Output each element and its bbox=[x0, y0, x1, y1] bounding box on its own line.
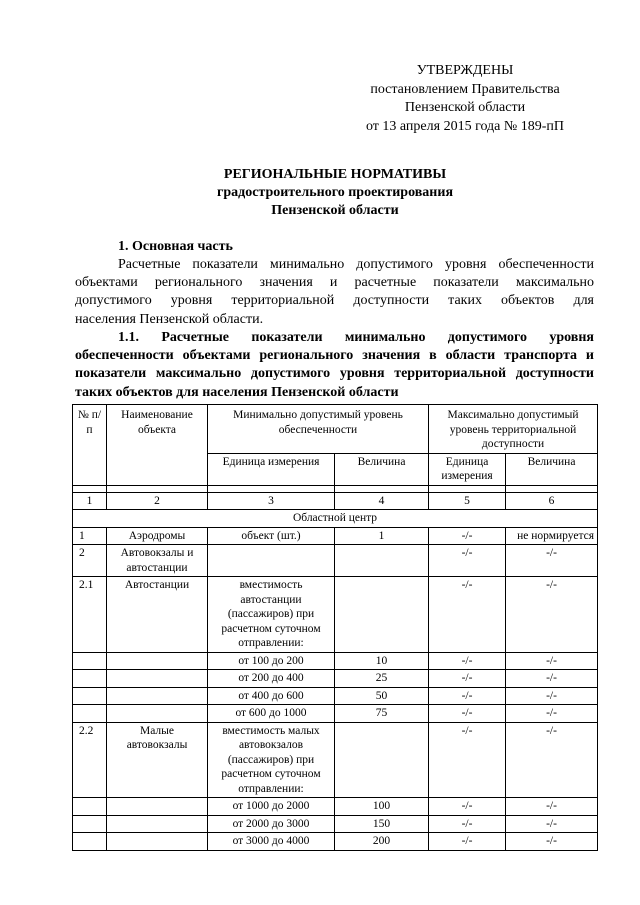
paragraph-line: населения Пензенской области. bbox=[75, 311, 264, 327]
column-number: 4 bbox=[335, 492, 429, 510]
row-max-unit: -/- bbox=[429, 705, 506, 723]
row-value: 10 bbox=[335, 652, 429, 670]
row-unit: объект (шт.) bbox=[208, 527, 335, 545]
row-max-unit: -/- bbox=[429, 577, 506, 653]
column-number-row bbox=[73, 492, 598, 510]
paragraph-line: допустимого уровня территориальной доступности таких объектов для bbox=[75, 293, 594, 309]
row-max-value: -/- bbox=[506, 687, 598, 705]
row-num bbox=[73, 705, 107, 723]
row-max-unit: -/- bbox=[429, 545, 506, 577]
row-value: 25 bbox=[335, 670, 429, 688]
row-max-value: -/- bbox=[506, 652, 598, 670]
header-min-group: Минимально допустимый уровень обеспеченности bbox=[208, 405, 429, 454]
row-max-value: -/- bbox=[506, 670, 598, 688]
row-unit: от 1000 до 2000 bbox=[208, 798, 335, 816]
section1-paragraph bbox=[75, 256, 594, 329]
row-name: Автостанции bbox=[107, 577, 208, 653]
row-max-value: -/- bbox=[506, 815, 598, 833]
subsection-line: обеспеченности объектами регионального значения в области транспорта и bbox=[75, 348, 594, 364]
table-row bbox=[73, 545, 598, 577]
row-max-unit: -/- bbox=[429, 527, 506, 545]
row-max-value: не нормируется bbox=[506, 527, 598, 545]
row-max-unit: -/- bbox=[429, 833, 506, 851]
row-max-unit: -/- bbox=[429, 670, 506, 688]
header-min-value: Величина bbox=[335, 453, 429, 485]
section-label: Областной центр bbox=[73, 510, 598, 528]
row-unit: от 3000 до 4000 bbox=[208, 833, 335, 851]
table-row bbox=[73, 833, 598, 851]
row-unit: вместимость малых автовокзалов (пассажиров) при расчетном суточном отправлении: bbox=[208, 722, 335, 798]
table-row bbox=[73, 670, 598, 688]
subsection-line: показатели максимально допустимого уровня территориальной доступности bbox=[75, 366, 594, 382]
row-name bbox=[107, 705, 208, 723]
table-row bbox=[73, 815, 598, 833]
row-value: 100 bbox=[335, 798, 429, 816]
norms-table bbox=[72, 404, 598, 851]
table-row bbox=[73, 687, 598, 705]
row-max-unit: -/- bbox=[429, 815, 506, 833]
row-name: Автовокзалы и автостанции bbox=[107, 545, 208, 577]
section-row bbox=[73, 510, 598, 528]
column-number: 1 bbox=[73, 492, 107, 510]
approval-heading: УТВЕРЖДЕНЫ bbox=[416, 63, 514, 78]
row-value bbox=[335, 577, 429, 653]
row-unit: от 100 до 200 bbox=[208, 652, 335, 670]
row-unit: вместимость автостанции (пассажиров) при расчетном суточном отправлении: bbox=[208, 577, 335, 653]
row-value: 150 bbox=[335, 815, 429, 833]
document-title bbox=[60, 166, 610, 220]
title-line: РЕГИОНАЛЬНЫЕ НОРМАТИВЫ bbox=[223, 167, 447, 182]
row-value bbox=[335, 722, 429, 798]
row-value: 200 bbox=[335, 833, 429, 851]
row-num: 2.2 bbox=[73, 722, 107, 798]
row-name bbox=[107, 670, 208, 688]
row-unit: от 600 до 1000 bbox=[208, 705, 335, 723]
row-name bbox=[107, 687, 208, 705]
row-value bbox=[335, 545, 429, 577]
row-name bbox=[107, 652, 208, 670]
approval-line: постановлением Правительства bbox=[370, 81, 560, 97]
row-max-value: -/- bbox=[506, 577, 598, 653]
row-value: 1 bbox=[335, 527, 429, 545]
row-max-value: -/- bbox=[506, 833, 598, 851]
table-row bbox=[73, 577, 598, 653]
row-unit: от 200 до 400 bbox=[208, 670, 335, 688]
row-num: 2.1 bbox=[73, 577, 107, 653]
row-value: 50 bbox=[335, 687, 429, 705]
row-unit bbox=[208, 545, 335, 577]
row-num: 1 bbox=[73, 527, 107, 545]
row-max-unit: -/- bbox=[429, 722, 506, 798]
title-line: градостроительного проектирования bbox=[216, 185, 454, 200]
table-row bbox=[73, 722, 598, 798]
section-heading: 1. Основная часть bbox=[118, 239, 233, 254]
row-num bbox=[73, 687, 107, 705]
row-max-unit: -/- bbox=[429, 687, 506, 705]
row-name: Аэродромы bbox=[107, 527, 208, 545]
row-unit: от 2000 до 3000 bbox=[208, 815, 335, 833]
row-name bbox=[107, 833, 208, 851]
row-num: 2 bbox=[73, 545, 107, 577]
column-number: 2 bbox=[107, 492, 208, 510]
title-line: Пензенской области bbox=[271, 203, 399, 218]
column-number: 6 bbox=[506, 492, 598, 510]
approval-line: Пензенской области bbox=[404, 100, 526, 115]
paragraph-line: Расчетные показатели минимально допустимого уровня обеспеченности bbox=[118, 257, 594, 272]
column-number: 3 bbox=[208, 492, 335, 510]
table-row bbox=[73, 527, 598, 545]
header-max-unit: Единица измерения bbox=[429, 453, 506, 485]
header-max-value: Величина bbox=[506, 453, 598, 485]
row-name bbox=[107, 815, 208, 833]
row-max-value: -/- bbox=[506, 798, 598, 816]
table-row bbox=[73, 705, 598, 723]
header-num: № п/п bbox=[73, 405, 107, 486]
table-row bbox=[73, 652, 598, 670]
header-min-unit: Единица измерения bbox=[208, 453, 335, 485]
table-header-row bbox=[73, 405, 598, 454]
row-num bbox=[73, 798, 107, 816]
row-num bbox=[73, 833, 107, 851]
row-name: Малые автовокзалы bbox=[107, 722, 208, 798]
table-row bbox=[73, 798, 598, 816]
row-max-unit: -/- bbox=[429, 798, 506, 816]
row-max-unit: -/- bbox=[429, 652, 506, 670]
header-max-group: Максимально допустимый уровень территориальной доступности bbox=[429, 405, 598, 454]
column-number: 5 bbox=[429, 492, 506, 510]
subsection-heading bbox=[75, 329, 594, 402]
row-max-value: -/- bbox=[506, 722, 598, 798]
row-name bbox=[107, 798, 208, 816]
row-num bbox=[73, 670, 107, 688]
row-num bbox=[73, 652, 107, 670]
row-max-value: -/- bbox=[506, 705, 598, 723]
row-value: 75 bbox=[335, 705, 429, 723]
row-num bbox=[73, 815, 107, 833]
approval-line: от 13 апреля 2015 года № 189-пП bbox=[365, 118, 565, 134]
header-name: Наименование объекта bbox=[107, 405, 208, 486]
table-spacer-row bbox=[73, 485, 598, 492]
paragraph-line: объектами регионального значения и расчетные показатели максимально bbox=[75, 275, 594, 291]
subsection-line: 1.1. Расчетные показатели минимально допустимого уровня bbox=[118, 330, 594, 345]
row-unit: от 400 до 600 bbox=[208, 687, 335, 705]
subsection-line: таких объектов для населения Пензенской области bbox=[75, 384, 399, 400]
row-max-value: -/- bbox=[506, 545, 598, 577]
approval-block bbox=[340, 62, 590, 136]
